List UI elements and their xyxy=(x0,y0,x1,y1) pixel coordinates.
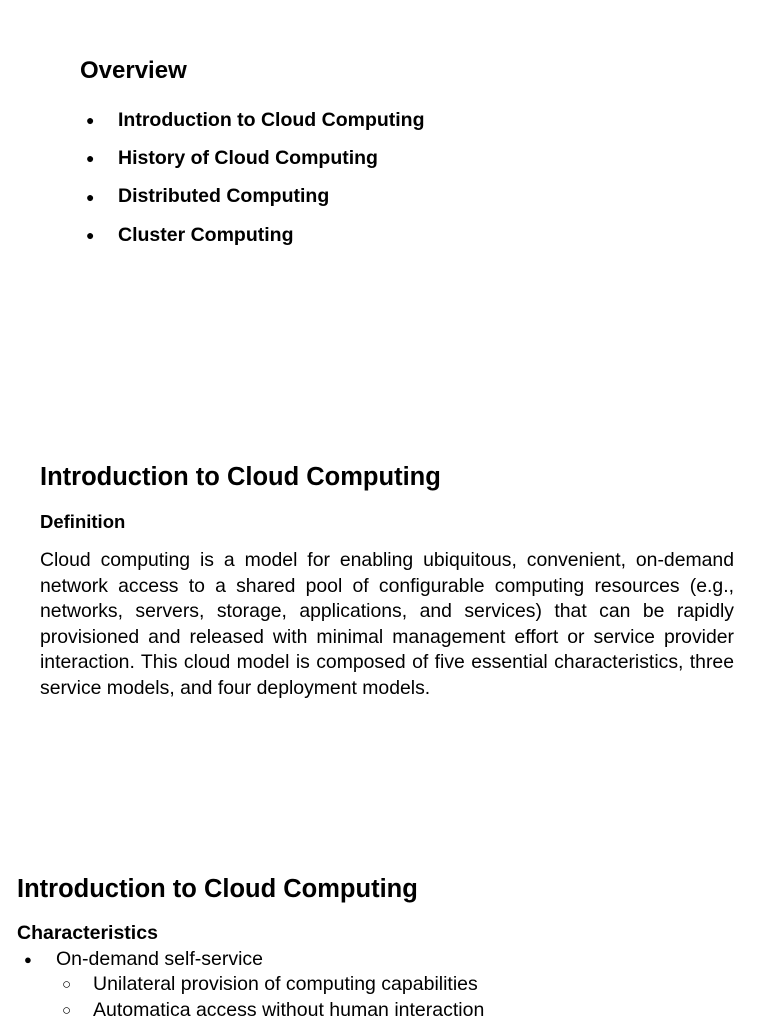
bullet-icon: ● xyxy=(24,952,32,967)
characteristic-sublist xyxy=(62,972,484,1023)
overview-item-label: Cluster Computing xyxy=(118,223,294,246)
definition-heading: Definition xyxy=(40,511,126,532)
bullet-icon: ● xyxy=(86,150,95,167)
list-item xyxy=(62,972,484,998)
list-item xyxy=(86,178,425,216)
characteristic-subitem: Unilateral provision of computing capabilities xyxy=(93,973,478,996)
definition-slide-title: Introduction to Cloud Computing xyxy=(40,463,441,491)
characteristics-heading: Characteristics xyxy=(17,922,158,944)
overview-item-label: Introduction to Cloud Computing xyxy=(118,108,425,131)
list-item xyxy=(86,101,425,139)
list-item xyxy=(86,139,425,177)
list-item xyxy=(24,947,263,972)
overview-title: Overview xyxy=(80,57,187,84)
list-item xyxy=(62,998,484,1024)
overview-item-label: History of Cloud Computing xyxy=(118,146,378,169)
hollow-bullet-icon: ○ xyxy=(62,1001,72,1019)
overview-item-label: Distributed Computing xyxy=(118,185,330,208)
bullet-icon: ● xyxy=(86,188,95,205)
characteristics-slide-title: Introduction to Cloud Computing xyxy=(17,875,418,903)
overview-list xyxy=(86,101,425,254)
characteristic-label: On-demand self-service xyxy=(56,948,263,970)
bullet-icon: ● xyxy=(86,227,95,244)
hollow-bullet-icon: ○ xyxy=(62,976,72,994)
definition-paragraph: Cloud computing is a model for enabling ubiquitous, convenient, on-demand network access to a shared pool of configurable computing resources (e.g., networks, servers, storage, applications, and services) that can be rapidly provisioned and released with minimal management effort or service provider interaction. This cloud model is composed of five essential characteristics, three service models, and four deployment models. xyxy=(40,549,734,699)
characteristic-subitem: Automatica access without human interaction xyxy=(93,998,485,1021)
list-item xyxy=(86,216,425,254)
bullet-icon: ● xyxy=(86,112,95,129)
